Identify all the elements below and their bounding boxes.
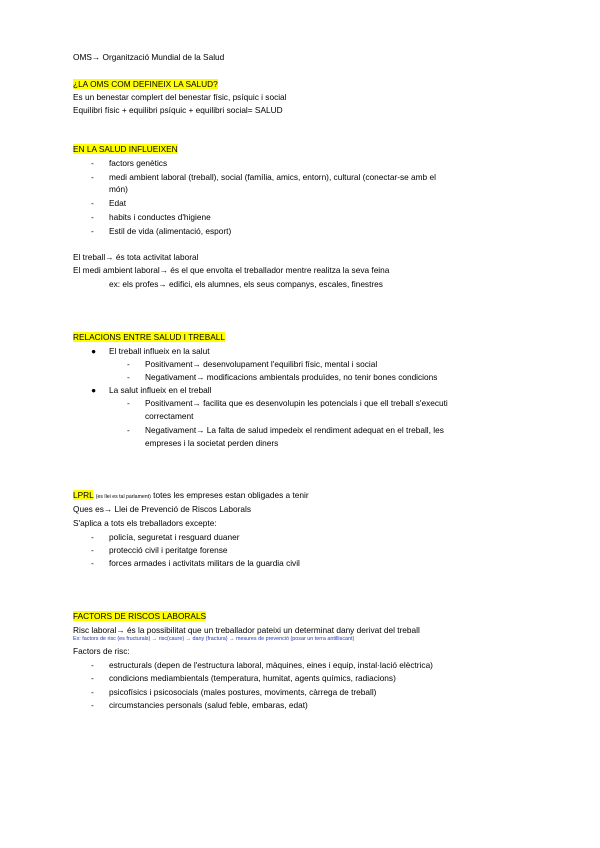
sub-item: Negativament→ modificacions ambientals produïdes, no tenir bones condicions [145, 372, 438, 382]
header-line: OMS→ Organització Mundial de la Salud [73, 52, 225, 62]
lprl-note: (es llei es tal parlament) [95, 494, 151, 500]
list-item: La salut influeix en el treball [109, 385, 212, 395]
sub-item: Negativament→ La falta de salud impedeix el rendiment adequat en el treball, les [145, 425, 444, 435]
text-line: El treball→ és tota activitat laboral [73, 252, 199, 262]
dash-bullet: - [91, 172, 94, 182]
text-line: Risc laboral→ és la possibilitat que un treballador pateixi un determinat dany derivat del treball [73, 625, 420, 635]
section-title: EN LA SALUD INFLUEIXEN [73, 144, 178, 154]
dash-bullet: - [91, 158, 94, 168]
list-item: estructurals (depen de l'estructura laboral, màquines, eines i equip, instal·lació elèctrica) [109, 660, 433, 670]
list-item: policía, seguretat i resguard duaner [109, 532, 240, 542]
list-item: circumstancies personals (salud feble, embaras, edat) [109, 700, 308, 710]
list-item: condicions mediambientals (temperatura, humitat, agents químics, radiacions) [109, 673, 396, 683]
dash-bullet: - [91, 660, 94, 670]
lprl-heading: LPRL (es llei es tal parlament) totes les empreses estan obligades a tenir [73, 490, 309, 500]
section-title: FACTORS DE RISCOS LABORALS [73, 611, 207, 621]
dash-bullet: - [91, 558, 94, 568]
sub-item: Positivament→ facilita que es desenvolupin les potencials i que ell treball s'executi [145, 398, 448, 408]
list-item: habits i conductes d'higiene [109, 212, 211, 222]
dash-bullet: - [127, 359, 130, 369]
section-title: ¿LA OMS COM DEFINEIX LA SALUD? [73, 79, 218, 89]
dash-bullet: - [127, 425, 130, 435]
list-item: protecció civil i peritatge forense [109, 545, 228, 555]
dot-bullet: ● [91, 385, 97, 395]
dash-bullet: - [91, 212, 94, 222]
dash-bullet: - [91, 198, 94, 208]
list-item: Edat [109, 198, 127, 208]
text-line: ex: els profes→ edifici, els alumnes, els seus companys, escales, finestres [109, 279, 383, 289]
sub-item-continuation: correctament [145, 411, 194, 421]
list-item-continuation: món) [109, 184, 128, 194]
text-line: Ques es→ Llei de Prevenció de Riscos Laborals [73, 504, 252, 514]
dash-bullet: - [91, 673, 94, 683]
dot-bullet: ● [91, 346, 97, 356]
example-note: Ex: factors de risc (es fructurals) → risc(caure) → dany (fractura) → mesures de prevenció (posar un terra antilliscant) [73, 636, 355, 642]
sub-item: Positivament→ desenvolupament l'equilibri físic, mental i social [145, 359, 378, 369]
text-line: Factors de risc: [73, 646, 130, 656]
dash-bullet: - [91, 532, 94, 542]
text-line: S'aplica a tots els treballadors excepte: [73, 518, 217, 528]
sub-item-continuation: empreses i la societat perden diners [145, 438, 279, 448]
list-item: psicofísics i psicosocials (males postures, moviments, càrrega de treball) [109, 687, 377, 697]
list-item: factors genètics [109, 158, 168, 168]
dash-bullet: - [91, 700, 94, 710]
text-line: Es un benestar complert del benestar físic, psíquic i social [73, 92, 287, 102]
section-title: RELACIONS ENTRE SALUD I TREBALL [73, 332, 226, 342]
dash-bullet: - [91, 687, 94, 697]
dash-bullet: - [127, 398, 130, 408]
text-line: El medi ambient laboral→ és el que envolta el treballador mentre realitza la seva feina [73, 265, 390, 275]
dash-bullet: - [91, 545, 94, 555]
dash-bullet: - [127, 372, 130, 382]
list-item: medi ambient laboral (treball), social (família, amics, entorn), cultural (conectar-se amb el [109, 172, 436, 182]
list-item: Estil de vida (alimentació, esport) [109, 226, 232, 236]
list-item: forces armades i activitats militars de la guardia civil [109, 558, 300, 568]
text-line: Equilibri físic + equilibri psíquic + equilibri social= SALUD [73, 105, 283, 115]
dash-bullet: - [91, 226, 94, 236]
list-item: El treball influeix en la salut [109, 346, 210, 356]
